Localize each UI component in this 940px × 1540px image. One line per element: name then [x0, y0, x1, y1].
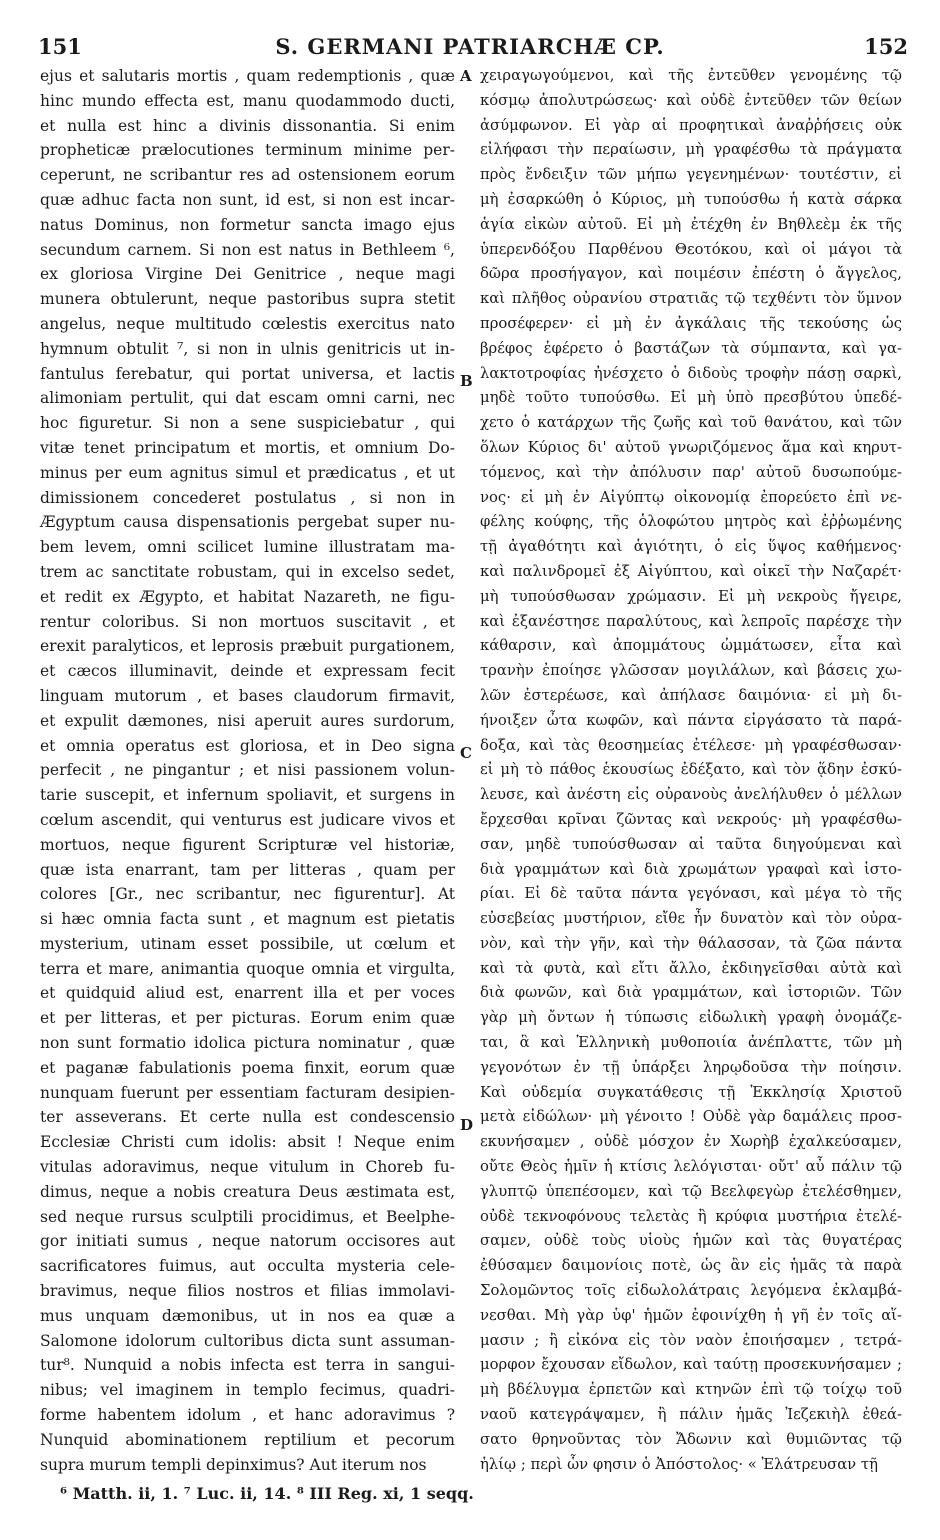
text-line: mortuos, neque figurent Scripturæ vel historiæ, — [40, 835, 455, 854]
text-line: διὰ φωνῶν, καὶ διὰ γραμμάτων, καὶ ἱστοριῶν. Τῶν — [480, 984, 902, 1002]
text-line: οὐδὲ τεκνοφόνους τελετὰς ἢ κρύφια μυστήρια ἐτελέ- — [480, 1207, 902, 1225]
text-line: angelus, neque multitudo cœlestis exercitus nato — [40, 314, 455, 333]
text-line: ήνοιξεν ὦτα κωφῶν, καὶ πάντα εἰργάσατο τὰ παρά- — [480, 711, 902, 729]
page-number-left: 151 — [38, 34, 82, 59]
text-line: fantulus ferebatur, qui portat universa, et lactis — [40, 364, 455, 383]
text-line: καὶ πλῆθος οὐρανίου στρατιᾶς τῷ τεχθέντι τὸν ὕμνον — [480, 290, 902, 308]
text-line: ἁγία εἰκὼν αὐτοῦ. Εἰ μὴ ἐτέχθη ἐν Βηθλεὲμ ἐκ τῆς — [480, 215, 902, 233]
text-line: perfecit , ne pingantur ; et nisi passionem volun- — [40, 761, 455, 780]
text-line: νεσθαι. Μὴ γὰρ ὑφ' ἡμῶν ἐφοινίχθη ἡ γῆ ἐν τοῖς αἵ- — [480, 1306, 902, 1324]
text-line: δῶρα προσήγαγον, καὶ ποιμέσιν ἐπέστη ὁ ἄγγελος, — [480, 265, 902, 283]
text-line: δοξα, καὶ τὰς θεοσημείας ἐτέλεσε· μὴ γραφέσθωσαν· — [480, 736, 902, 754]
text-line: nibus; vel imaginem in templo fecimus, quadri- — [40, 1381, 455, 1400]
text-line: ναοῦ κατεγράψαμεν, ἢ πάλιν ἡμᾶς Ἰεζεκιὴλ ἐθεά- — [480, 1406, 902, 1424]
text-line: εἰλήφασι τὴν περαίωσιν, μὴ γραφέσθω τὰ πράγματα — [480, 141, 902, 159]
text-line: et redit ex Ægypto, et habitat Nazareth, ne figu- — [40, 587, 455, 606]
text-line: μετὰ εἰδώλων· μὴ γένοιτο ! Οὐδὲ γὰρ δαμάλεις προσ- — [480, 1108, 902, 1126]
running-title: S. GERMANI PATRIARCHÆ CP. — [275, 34, 665, 59]
text-line: εκυνήσαμεν , οὐδὲ μόσχον ἐν Χωρὴβ ἐχαλκεύσαμεν, — [480, 1133, 902, 1151]
text-line: προσέφερεν· εἰ μὴ ἐν ἀγκάλαις τῆς τεκούσης ὡς — [480, 314, 902, 332]
text-line: νὸν, καὶ τὴν γῆν, καὶ τὴν θάλασσαν, τὰ ζῶα πάντα — [480, 934, 902, 952]
text-line: λευσε, καὶ ἀνέστη εἰς οὐρανοὺς ἀνελήλυθεν ὁ μέλλων — [480, 786, 902, 804]
text-line: hymnum obtulit ⁷, si non in ulnis genitricis ut in- — [40, 339, 455, 358]
text-line: μὴ ἐσαρκώθη ὁ Κύριος, μὴ τυπούσθω ἡ κατὰ σάρκα — [480, 190, 902, 208]
text-line: ται, ἃ καὶ Ἑλληνικὴ μυθοποιία ἀνέπλαττε, τῶν μὴ — [480, 1034, 902, 1052]
text-line: οὔτε Θεὸς ἡμῖν ἡ κτίσις λελόγισται· οὔτ' αὖ πάλιν τῷ — [480, 1158, 902, 1176]
text-line: πρὸς ἔνδειξιν τῶν μήπω γεγενημένων· τουτέστιν, εἰ — [480, 166, 902, 184]
text-line: μὴ βδέλυγμα ἑρπετῶν καὶ κτηνῶν ἐπὶ τῷ τοίχῳ τοῦ — [480, 1381, 902, 1399]
text-line: εὐσεβείας μυστήριον, εἴθε ἦν δυνατὸν καὶ τὸν οὐρα- — [480, 910, 902, 928]
text-line: et quidquid aliud est, enarrent illa et per voces — [40, 984, 455, 1003]
latin-column — [40, 64, 455, 1474]
text-line: σαν, μηδὲ τυπούσθωσαν αἱ ταῦτα διηγούμεναι καὶ — [480, 835, 902, 853]
text-line: et omnia operatus est gloriosa, et in Deo signa — [40, 736, 455, 755]
text-line: ejus et salutaris mortis , quam redemptionis , quæ — [40, 67, 455, 85]
text-line: Ægyptum causa dispensationis pergebat super nu- — [40, 513, 455, 532]
text-line: κάθαρσιν, καὶ ἀπομμάτους ὠμμάτωσεν, εἶτα καὶ — [480, 637, 902, 655]
text-line: propheticæ prælocutiones terminum minime per- — [40, 141, 455, 160]
text-line: διὰ γραμμάτων καὶ διὰ χρωμάτων γραφαὶ καὶ ἱστο- — [480, 860, 902, 878]
text-line: ὅλων Κύριος δι' αὐτοῦ γνωριζόμενος ἅμα καὶ κηρυτ- — [480, 438, 902, 456]
text-line: linguam mutorum , et bases claudorum firmavit, — [40, 686, 455, 705]
text-line: forme habentem idolum , et hanc adoravimus ? — [40, 1406, 455, 1425]
text-line: et cæcos illuminavit, deinde et expressam fecit — [40, 662, 455, 681]
text-line: colores [Gr., nec scribantur, nec figurentur]. At — [40, 885, 455, 904]
text-line: ἀσύμφωνον. Εἰ γὰρ αἱ προφητικαὶ ἀναῤῥήσεις οὐκ — [480, 116, 902, 134]
text-line: Σολομῶντος τοῖς εἰδωλολάτραις λεγόμενα ἐκλαμβά- — [480, 1282, 902, 1300]
text-line: τόμενος, καὶ τὴν ἀπόλυσιν παρ' αὐτοῦ δυσωπούμε- — [480, 463, 902, 481]
text-line: sacrificatores fuimus, aut occulta mysteria cele- — [40, 1257, 455, 1276]
text-line: minus per eum agnitus simul et prædicatus , et ut — [40, 463, 455, 482]
text-line: μηδὲ τοῦτο τυπούσθω. Εἰ μὴ ὑπὸ πρεσβύτου ὑπεδέ- — [480, 389, 902, 407]
page-header — [30, 28, 910, 62]
text-line: μὴ τυπούσθωσαν χρώμασιν. Εἰ μὴ νεκροὺς ἤγειρε, — [480, 587, 902, 605]
text-line: τρανὴν ἐποίησε γλῶσσαν μογιλάλων, καὶ βάσεις χω- — [480, 662, 902, 680]
greek-column — [480, 64, 902, 1473]
text-line: Salomone idolorum cultoribus dicta sunt assuman- — [40, 1331, 455, 1350]
text-line: vitulas adoravimus, neque vitulum in Choreb fu- — [40, 1158, 455, 1177]
margin-letter-c: C — [460, 744, 472, 762]
text-line: καὶ παλινδρομεῖ ἐξ Αἰγύπτου, καὶ οἰκεῖ τὴν Ναζαρέτ· — [480, 562, 902, 580]
text-line: σατο θρηνοῦντας τὸν Ἄδωνιν καὶ θυμιῶντας τῷ — [480, 1430, 902, 1448]
text-line: εἰ μὴ τὸ πάθος ἑκουσίως ἐδέξατο, καὶ τὸν ᾅδην ἐσκύ- — [480, 761, 902, 779]
text-line: dimus, neque a nobis creatura Deus æstimata est, — [40, 1182, 455, 1201]
text-line: γὰρ μὴ ὄντων ἡ τύπωσις εἰδωλικὴ γραφὴ ὀνομάζε- — [480, 1009, 902, 1027]
page-number-right: 152 — [864, 34, 908, 59]
text-line: ἐθύσαμεν δαιμονίοις ποτὲ, ὡς ἂν εἰς ἡμᾶς τὰ παρὰ — [480, 1257, 902, 1275]
text-line: μορφον ἔχουσαν εἴδωλον, καὶ ταύτῃ προσεκυνήσαμεν ; — [480, 1356, 902, 1374]
text-line: mysterium, utinam esset possibile, ut cœlum et — [40, 934, 455, 953]
text-line: trem ac sanctitate robustam, qui in excelso sedet, — [40, 562, 455, 581]
text-line: quæ adhuc facta non sunt, id est, si non est incar- — [40, 190, 455, 209]
text-line: ceperunt, ne scribantur res ad ostensionem eorum — [40, 166, 455, 185]
text-line: μασιν ; ἢ εἰκόνα εἰς τὸν ναὸν ἐποιήσαμεν , τετρά- — [480, 1331, 902, 1349]
margin-letter-b: B — [460, 372, 473, 390]
text-line: si hæc omnia facta sunt , et magnum est pietatis — [40, 910, 455, 929]
text-line: βρέφος ἐφέρετο ὁ βαστάζων τὰ σύμπαντα, καὶ γα- — [480, 339, 902, 357]
text-line: tarie suscepit, et infernum spoliavit, et surgens in — [40, 786, 455, 805]
text-line: ex gloriosa Virgine Dei Genitrice , neque magi — [40, 265, 455, 284]
text-line: χετο ὁ κατάρχων τῆς ζωῆς καὶ τοῦ θανάτου, καὶ τῶν — [480, 414, 902, 432]
text-line: et per litteras, et per picturas. Eorum enim quæ — [40, 1009, 455, 1028]
text-line: τῇ ἀγαθότητι καὶ ἁγιότητι, ὁ εἰς ὕψος καθήμενος· — [480, 538, 902, 556]
margin-letter-a: A — [460, 67, 472, 85]
text-line: bravimus, neque filios nostros et filias immolavi- — [40, 1282, 455, 1301]
text-line: λακτοτροφίας ἠνέσχετο ὁ διδοὺς τροφὴν πάσῃ σαρκὶ, — [480, 364, 902, 382]
text-line: χειραγωγούμενοι, καὶ τῆς ἐντεῦθεν γενομένης τῷ — [480, 67, 902, 84]
text-line: supra murum templi depinximus? Aut iterum nos — [40, 1455, 427, 1474]
text-line: γλυπτῷ ὑπεπέσομεν, καὶ τῷ Βεελφεγὼρ ἐτελέσθημεν, — [480, 1182, 902, 1200]
text-line: ἔρχεσθαι κρῖναι ζῶντας καὶ νεκρούς· μὴ γραφέσθω- — [480, 810, 902, 828]
text-line: Καὶ οὐδεμία συγκατάθεσις τῇ Ἐκκλησίᾳ Χριστοῦ — [480, 1083, 902, 1101]
text-line: gor initiati sumus , neque natorum occisores aut — [40, 1232, 455, 1251]
text-line: νος· εἰ μὴ ἐν Αἰγύπτῳ οἰκονομίᾳ ἐπορεύετο ἐπὶ νε- — [480, 488, 902, 506]
text-line: tur⁸. Nunquid a nobis infecta est terra in sangui- — [40, 1356, 455, 1375]
text-line: καὶ ἐξανέστησε παραλύτους, καὶ λεπροῖς παρέσχε τὴν — [480, 612, 902, 630]
text-line: erexit paralyticos, et leprosis præbuit purgationem, — [40, 637, 455, 656]
text-line: hinc mundo effecta est, manu quodammodo ducti, — [40, 91, 455, 110]
text-line: ter asseverans. Et certe nulla est condescensio — [40, 1108, 455, 1127]
text-line: γεγονότων ἐν τῇ ὑπάρξει ληρῳδοῦσα τὴν ποίησιν. — [480, 1058, 902, 1076]
text-line: alimoniam pertulit, qui dat escam omni carni, nec — [40, 389, 455, 408]
text-line: quæ ista enarrant, tam per litteras , quam per — [40, 860, 455, 879]
text-line: σαμεν, οὐδὲ τοὺς υἱοὺς ἡμῶν καὶ τὰς θυγατέρας — [480, 1232, 902, 1250]
text-line: ἡλίῳ ; περὶ ὧν φησιν ὁ Ἀπόστολος· « Ἐλάτρευσαν τῇ — [480, 1455, 878, 1473]
text-line: rentur coloribus. Si non mortuos suscitavit , et — [40, 612, 455, 631]
text-line: secundum carnem. Si non est natus in Bethleem ⁶, — [40, 240, 455, 259]
text-line: et paganæ fabulationis poema finxit, eorum quæ — [40, 1058, 455, 1077]
margin-letter-d: D — [460, 1116, 474, 1134]
text-line: καὶ τὰ φυτὰ, καὶ εἴτι ἄλλο, ἐκδιηγεῖσθαι αὐτὰ καὶ — [480, 959, 902, 977]
text-line: et nulla est hinc a divinis dissonantia. Si enim — [40, 116, 455, 135]
text-line: ρίαι. Εἰ δὲ ταῦτα πάντα γεγόνασι, καὶ μέγα τὸ τῆς — [480, 885, 902, 903]
text-line: Ecclesiæ Christi cum idolis: absit ! Neque enim — [40, 1133, 455, 1152]
text-line: bem levem, omni scilicet lumine illustratam ma- — [40, 538, 455, 557]
text-line: φέλης κούφης, τῆς ὁλοφώτου μητρὸς καὶ ἐῤῥωμένης — [480, 513, 902, 531]
footnotes: ⁶ Matth. ii, 1. ⁷ Luc. ii, 14. ⁸ III Reg. xi, 1 seqq. — [60, 1484, 474, 1503]
text-line: munera obtulerunt, neque pastoribus supra stetit — [40, 290, 455, 309]
text-line: vitæ tenet principatum et mortis, et omnium Do- — [40, 438, 455, 457]
text-line: mus unquam dæmonibus, ut in nos ea quæ a — [40, 1306, 455, 1325]
text-line: Nunquid abominationem reptilium et pecorum — [40, 1430, 455, 1449]
text-line: natus Dominus, non formetur sancta imago ejus — [40, 215, 455, 234]
text-line: dimissionem concederet postulatus , si non in — [40, 488, 455, 507]
text-line: hoc figuretur. Si non a sene suspiciebatur , qui — [40, 414, 455, 433]
text-line: terra et mare, animantia quoque omnia et virgulta, — [40, 959, 455, 978]
text-line: κόσμῳ ἀπολυτρώσεως· καὶ οὐδὲ ἐντεῦθεν τῶν θείων — [480, 91, 902, 109]
text-line: nunquam fuerunt per essentiam facturam desipien- — [40, 1083, 455, 1102]
text-line: non sunt formatio idolica pictura nominatur , quæ — [40, 1034, 455, 1053]
text-line: sed neque rursus sculptili procidimus, et Beelphe- — [40, 1207, 455, 1226]
text-line: λῶν ἐστερέωσε, καὶ ἀπήλασε δαιμόνια· εἰ μὴ δι- — [480, 686, 902, 704]
text-line: ὑπερενδόξου Παρθένου Θεοτόκου, καὶ οἱ μάγοι τὰ — [480, 240, 902, 258]
text-line: et expulit dæmones, nisi aperuit aures surdorum, — [40, 711, 455, 730]
text-line: cœlum ascendit, qui venturus est judicare vivos et — [40, 810, 455, 829]
